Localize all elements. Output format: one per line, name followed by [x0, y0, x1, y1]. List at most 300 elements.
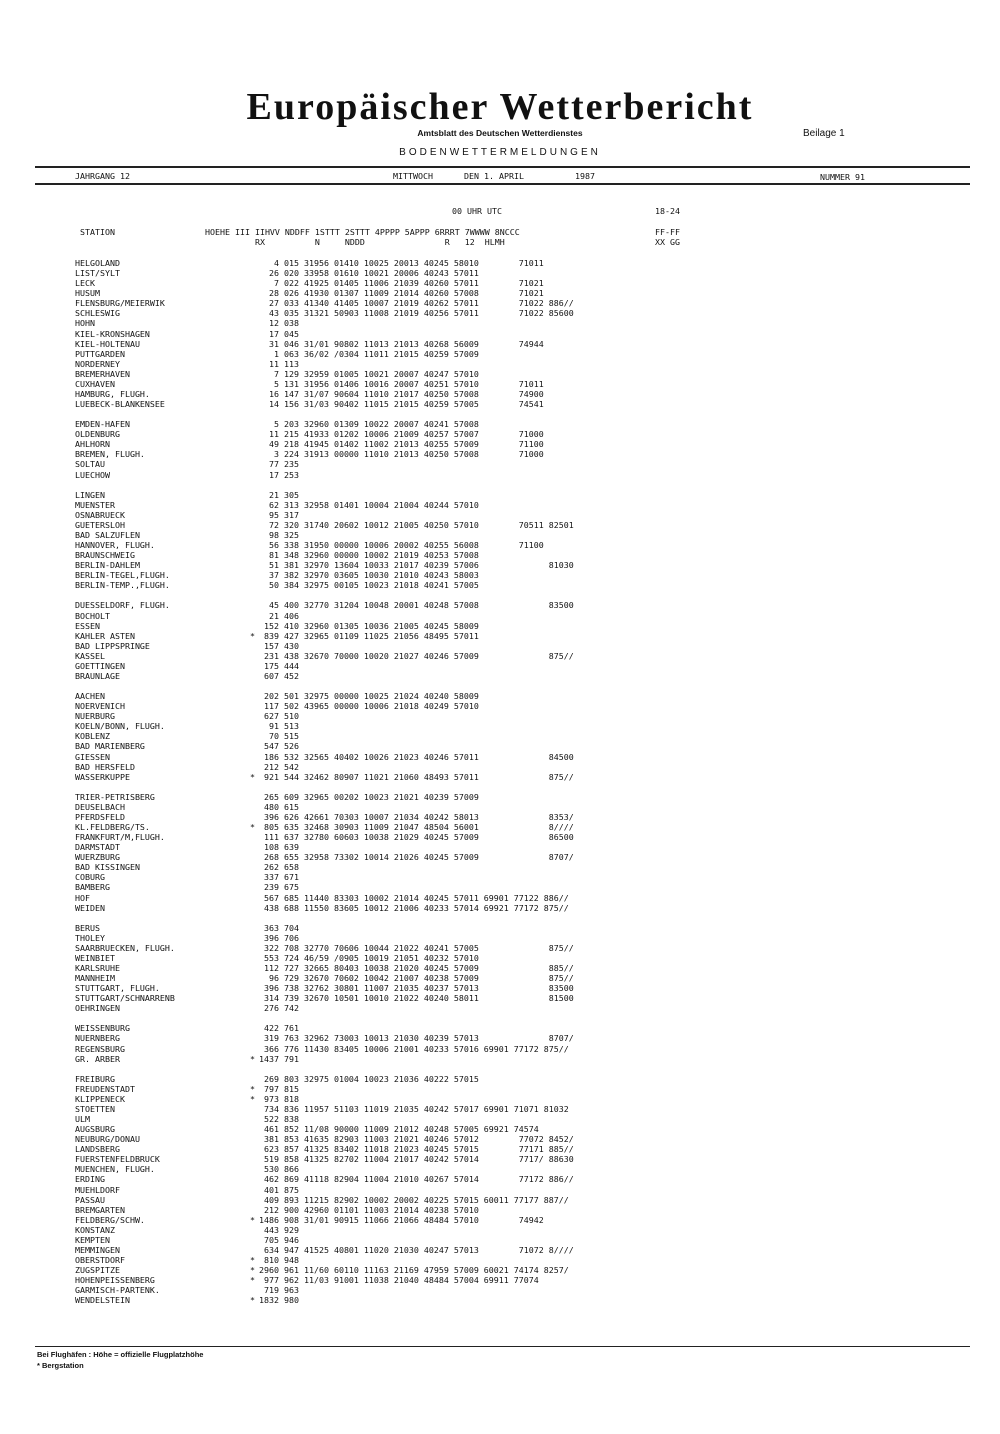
synop-code-groups: 836 11957 51103 11019 21035 40242 57017 69901 71071 81032 [284, 1103, 569, 1114]
station-name: BERLIN-DAHLEM [75, 560, 140, 571]
station-name: STOETTEN [75, 1103, 115, 1114]
station-height: 7 [274, 368, 279, 379]
synop-code-groups: 510 [284, 711, 299, 722]
mountain-station-marker: * [250, 1265, 255, 1276]
synop-code-groups: 526 [284, 741, 299, 752]
synop-code-groups: 313 32958 01401 10004 21004 40244 57010 [284, 499, 479, 510]
station-name: KOBLENZ [75, 731, 110, 742]
station-height: 1486 [259, 1214, 279, 1225]
station-name: ERDING [75, 1174, 105, 1185]
station-height: 381 [264, 1134, 279, 1145]
synop-code-groups: 815 [284, 1083, 299, 1094]
synop-code-groups: 704 [284, 922, 299, 933]
table-row [75, 419, 635, 429]
supplement-label: Beilage 1 [803, 128, 845, 139]
station-height: 37 [269, 570, 279, 581]
synop-code-groups: 708 32770 70606 10044 21022 40241 57005 875// [284, 942, 574, 953]
station-height: 51 [269, 560, 279, 571]
station-name: SCHLESWIG [75, 308, 120, 319]
table-row [75, 520, 635, 530]
station-height: 322 [264, 942, 279, 953]
table-row [75, 721, 635, 731]
synop-code-groups: 348 32960 00000 10002 21019 40253 57008 [284, 550, 479, 561]
station-name: OSNABRUECK [75, 509, 125, 520]
station-name: NOERVENICH [75, 701, 125, 712]
station-height: 268 [264, 852, 279, 863]
station-height: 31 [269, 338, 279, 349]
station-name: HOHN [75, 318, 95, 329]
table-row [75, 449, 635, 459]
station-name: KIEL-HOLTENAU [75, 338, 140, 349]
synop-code-groups: 742 [284, 1003, 299, 1014]
synop-code-groups: 929 [284, 1224, 299, 1235]
station-height: 11 [269, 429, 279, 440]
station-name: HELGOLAND [75, 258, 120, 268]
station-height: 977 [264, 1275, 279, 1286]
station-name: STUTTGART/SCHNARRENB [75, 993, 175, 1004]
station-name: GUETERSLOH [75, 519, 125, 530]
section-title: BODENWETTERMELDUNGEN [399, 147, 601, 158]
synop-code-groups: 147 31/07 90604 11010 21017 40250 57008 74900 [284, 389, 544, 400]
table-row [75, 470, 635, 480]
station-name: HOHENPEISSENBERG [75, 1275, 155, 1286]
station-height: 28 [269, 288, 279, 299]
station-name: NUERNBERG [75, 1033, 120, 1044]
station-name: KL.FELDBERG/TS. [75, 821, 150, 832]
synop-code-groups: 866 [284, 1164, 299, 1175]
station-height: 443 [264, 1224, 279, 1235]
synop-code-groups: 131 31956 01406 10016 20007 40251 57010 71011 [284, 378, 544, 389]
station-name: LUEBECK-BLANKENSEE [75, 399, 165, 410]
station-name: FLENSBURG/MEIERWIK [75, 298, 165, 309]
table-row [75, 1265, 635, 1275]
station-height: 1437 [259, 1053, 279, 1064]
station-height: 3 [274, 449, 279, 460]
station-name: LECK [75, 278, 95, 289]
station-name: BREMEN, FLUGH. [75, 449, 145, 460]
station-height: 11 [269, 358, 279, 369]
station-name: NEUBURG/DONAU [75, 1134, 140, 1145]
station-height: 186 [264, 751, 279, 762]
table-row [75, 772, 635, 782]
table-row [75, 711, 635, 721]
synop-code-groups: 947 41525 40801 11020 21030 40247 57013 71072 8//// [284, 1245, 574, 1256]
table-row [75, 872, 635, 882]
station-name: BOCHOLT [75, 610, 110, 621]
station-height: 567 [264, 892, 279, 903]
group-spacer [75, 409, 635, 419]
station-height: 805 [264, 821, 279, 832]
station-height: 98 [269, 529, 279, 540]
table-row [75, 570, 635, 580]
station-height: 366 [264, 1043, 279, 1054]
synop-code-groups: 961 11/60 60110 11163 21169 47959 57009 60021 74174 8257/ [284, 1265, 569, 1276]
station-height: 212 [264, 761, 279, 772]
table-row [75, 329, 635, 339]
year-label: 1987 [575, 171, 595, 181]
table-row [75, 439, 635, 449]
table-row [75, 701, 635, 711]
synop-code-groups: 724 46/59 /0905 10019 21051 40232 57010 [284, 952, 479, 963]
synop-code-groups: 962 11/03 91001 11038 21040 48484 57004 69911 77074 [284, 1275, 539, 1286]
station-height: 314 [264, 993, 279, 1004]
synop-code-groups: 738 32762 30801 11007 21035 40237 57013 83500 [284, 983, 574, 994]
right-columns-header: FF-FF [655, 227, 680, 237]
footnote-mountain-station: * Bergstation [37, 1361, 84, 1370]
station-height: 522 [264, 1114, 279, 1125]
station-name: GIESSEN [75, 751, 110, 762]
station-height: 276 [264, 1003, 279, 1014]
table-row [75, 1154, 635, 1164]
group-spacer [75, 590, 635, 600]
synop-code-groups: 875 [284, 1184, 299, 1195]
station-height: 461 [264, 1124, 279, 1135]
table-row [75, 1295, 635, 1305]
synop-code-groups: 063 36/02 /0304 11011 21015 40259 57009 [284, 348, 479, 359]
station-height: 810 [264, 1255, 279, 1266]
synop-code-groups: 502 43965 00000 10006 21018 40249 57010 [284, 701, 479, 712]
station-height: 5 [274, 378, 279, 389]
station-height: 530 [264, 1164, 279, 1175]
table-row [75, 369, 635, 379]
synop-code-groups: 671 [284, 872, 299, 883]
table-row [75, 641, 635, 651]
station-height: 797 [264, 1083, 279, 1094]
table-row [75, 1134, 635, 1144]
table-row [75, 399, 635, 409]
synop-code-groups: 218 41945 01402 11002 21013 40255 57009 71100 [284, 439, 544, 450]
synop-code-groups: 948 [284, 1255, 299, 1266]
station-name: MEMMINGEN [75, 1245, 120, 1256]
table-row [75, 983, 635, 993]
mountain-station-marker: * [250, 1275, 255, 1286]
synop-code-groups: 615 [284, 801, 299, 812]
mountain-station-marker: * [250, 1053, 255, 1064]
station-name: COBURG [75, 872, 105, 883]
station-name: MUEHLDORF [75, 1184, 120, 1195]
station-name: LANDSBERG [75, 1144, 120, 1155]
synop-code-groups: 857 41325 83402 11018 21023 40245 57015 77171 885// [284, 1144, 574, 1155]
station-height: 265 [264, 791, 279, 802]
station-name: BAMBERG [75, 882, 110, 893]
station-name: SAARBRUECKEN, FLUGH. [75, 942, 175, 953]
station-height: 553 [264, 952, 279, 963]
synop-code-groups: 026 41930 01307 11009 21014 40260 57008 71021 [284, 288, 544, 299]
station-height: 152 [264, 620, 279, 631]
page-title: Europäischer Wetterbericht [246, 86, 754, 128]
weekday-label: MITTWOCH [393, 171, 433, 181]
station-height: 269 [264, 1073, 279, 1084]
station-name: KOELN/BONN, FLUGH. [75, 721, 165, 732]
station-name: EMDEN-HAFEN [75, 419, 130, 430]
station-name: FUERSTENFELDBRUCK [75, 1154, 160, 1165]
station-height: 112 [264, 963, 279, 973]
table-row [75, 288, 635, 298]
station-name: DUESSELDORF, FLUGH. [75, 600, 170, 611]
station-height: 62 [269, 499, 279, 510]
station-name: BRAUNSCHWEIG [75, 550, 135, 561]
station-height: 1 [274, 348, 279, 359]
station-name: WENDELSTEIN [75, 1295, 130, 1306]
synop-code-groups: 658 [284, 862, 299, 873]
synop-code-groups: 515 [284, 731, 299, 742]
station-name: BERUS [75, 922, 100, 933]
station-name: BAD KISSINGEN [75, 862, 140, 873]
station-name: OBERSTDORF [75, 1255, 125, 1266]
station-name: OLDENBURG [75, 429, 120, 440]
synop-code-groups: 544 32462 80907 11021 21060 48493 57011 875// [284, 771, 574, 782]
table-row [75, 661, 635, 671]
synop-code-groups: 963 [284, 1285, 299, 1296]
station-height: 43 [269, 308, 279, 319]
synop-code-groups: 400 32770 31204 10048 20001 40248 57008 83500 [284, 600, 574, 611]
station-height: 396 [264, 983, 279, 994]
station-height: 705 [264, 1234, 279, 1245]
table-row [75, 1124, 635, 1134]
station-height: 627 [264, 711, 279, 722]
station-name: ESSEN [75, 620, 100, 631]
station-name: REGENSBURG [75, 1043, 125, 1054]
time-window: 18-24 [655, 206, 680, 216]
station-name: HOF [75, 892, 90, 903]
synop-code-groups: 685 11440 83303 10002 21014 40245 57011 69901 77122 886// [284, 892, 569, 903]
group-spacer [75, 681, 635, 691]
synop-code-groups: 893 11215 82902 10002 20002 40225 57015 60011 77177 887// [284, 1194, 569, 1205]
synop-code-groups: 305 [284, 489, 299, 500]
station-height: 607 [264, 670, 279, 681]
station-height: 921 [264, 771, 279, 782]
synop-code-groups: 980 [284, 1295, 299, 1306]
station-name: ZUGSPITZE [75, 1265, 120, 1276]
table-row [75, 943, 635, 953]
station-height: 70 [269, 731, 279, 742]
station-height: 2960 [259, 1265, 279, 1276]
mountain-station-marker: * [250, 821, 255, 832]
synop-code-groups: 626 42661 70303 10007 21034 40242 58013 8353/ [284, 811, 574, 822]
station-height: 49 [269, 439, 279, 450]
table-row [75, 1003, 635, 1013]
table-row [75, 822, 635, 832]
station-name: WEIDEN [75, 902, 105, 913]
station-height: 212 [264, 1204, 279, 1215]
synop-code-groups: 224 31913 00000 11010 21013 40250 57008 71000 [284, 449, 544, 460]
station-name: OEHRINGEN [75, 1003, 120, 1014]
group-spacer [75, 1064, 635, 1074]
station-height: 157 [264, 640, 279, 651]
synop-code-groups: 803 32975 01004 10023 21036 40222 57015 [284, 1073, 479, 1084]
station-height: 396 [264, 932, 279, 943]
table-row [75, 278, 635, 288]
table-row [75, 459, 635, 469]
synop-code-groups: 022 41925 01405 11006 21039 40260 57011 71021 [284, 278, 544, 289]
group-spacer [75, 480, 635, 490]
synop-code-groups: 869 41118 82904 11004 21010 40267 57014 77172 886// [284, 1174, 574, 1185]
station-height: 81 [269, 550, 279, 561]
table-row [75, 560, 635, 570]
table-row [75, 1275, 635, 1285]
station-name: ULM [75, 1114, 90, 1125]
synop-code-groups: 908 31/01 90915 11066 21066 48484 57010 74942 [284, 1214, 544, 1225]
station-height: 111 [264, 832, 279, 843]
synop-code-groups: 853 41635 82903 11003 21021 40246 57012 77072 8452/ [284, 1134, 574, 1145]
synop-code-groups: 900 42960 01101 11003 21014 40238 57010 [284, 1204, 479, 1215]
publisher-subtitle: Amtsblatt des Deutschen Wetterdienstes [417, 128, 583, 138]
station-name: GOETTINGEN [75, 660, 125, 671]
station-name: DARMSTADT [75, 842, 120, 853]
group-spacer [75, 1013, 635, 1023]
synop-code-groups: 729 32670 70602 10042 21007 40238 57009 875// [284, 973, 574, 984]
station-height: 17 [269, 328, 279, 339]
table-row [75, 1144, 635, 1154]
synop-code-groups: 382 32970 03605 10030 21010 40243 58003 [284, 570, 479, 581]
station-name: GARMISCH-PARTENK. [75, 1285, 160, 1296]
station-name: KEMPTEN [75, 1234, 110, 1245]
table-row [75, 802, 635, 812]
station-height: 239 [264, 882, 279, 893]
station-name: HANNOVER, FLUGH. [75, 540, 155, 551]
right-columns-subheader: XX GG [655, 237, 680, 247]
issue-number-label: NUMMER 91 [820, 172, 865, 182]
table-row [75, 741, 635, 751]
table-row [75, 1044, 635, 1054]
station-name: WASSERKUPPE [75, 771, 130, 782]
table-row [75, 530, 635, 540]
station-height: 337 [264, 872, 279, 883]
table-row [75, 308, 635, 318]
observation-time: 00 UHR UTC [452, 206, 502, 216]
mountain-station-marker: * [250, 771, 255, 782]
mountain-station-marker: * [250, 1214, 255, 1225]
table-row [75, 1285, 635, 1295]
table-row [75, 993, 635, 1003]
station-name: CUXHAVEN [75, 378, 115, 389]
station-height: 623 [264, 1144, 279, 1155]
table-row [75, 1205, 635, 1215]
table-row [75, 882, 635, 892]
station-name: KIEL-KRONSHAGEN [75, 328, 150, 339]
header-rule-bottom [35, 183, 970, 185]
table-row [75, 389, 635, 399]
station-name: LUECHOW [75, 469, 110, 480]
table-row [75, 903, 635, 913]
station-height: 1832 [259, 1295, 279, 1306]
jahrgang-label: JAHRGANG 12 [75, 171, 130, 181]
station-height: 462 [264, 1174, 279, 1185]
station-height: 438 [264, 902, 279, 913]
station-name: FELDBERG/SCHW. [75, 1214, 145, 1225]
table-row [75, 852, 635, 862]
synop-code-groups: 858 41325 82702 11004 21017 40242 57014 7717/ 88630 [284, 1154, 574, 1165]
synop-code-groups: 338 31950 00000 10006 20002 40255 56008 71100 [284, 540, 544, 551]
station-height: 17 [269, 469, 279, 480]
station-name: KARLSRUHE [75, 963, 120, 973]
synop-code-groups: 020 33958 01610 10021 20006 40243 57011 [284, 268, 479, 279]
table-row [75, 510, 635, 520]
table-row [75, 963, 635, 973]
table-row [75, 862, 635, 872]
station-name: GR. ARBER [75, 1053, 120, 1064]
station-height: 547 [264, 741, 279, 752]
synop-code-groups: 438 32670 70000 10020 21027 40246 57009 875// [284, 650, 574, 661]
station-height: 108 [264, 842, 279, 853]
synop-code-groups: 542 [284, 761, 299, 772]
station-height: 96 [269, 973, 279, 984]
station-name: WEISSENBURG [75, 1023, 130, 1034]
table-row [75, 540, 635, 550]
station-name: SOLTAU [75, 459, 105, 470]
station-name: PFERDSFELD [75, 811, 125, 822]
synop-code-groups: 406 [284, 610, 299, 621]
station-height: 72 [269, 519, 279, 530]
station-height: 12 [269, 318, 279, 329]
code-columns-subheader: RX N NDDD R 12 HLMH [205, 237, 505, 247]
table-row [75, 379, 635, 389]
station-height: 401 [264, 1184, 279, 1195]
table-row [75, 621, 635, 631]
synop-code-groups: 045 [284, 328, 299, 339]
synop-code-groups: 791 [284, 1053, 299, 1064]
synop-code-groups: 317 [284, 509, 299, 520]
table-row [75, 933, 635, 943]
table-row [75, 600, 635, 610]
station-height: 21 [269, 610, 279, 621]
station-height: 319 [264, 1033, 279, 1044]
table-row [75, 268, 635, 278]
table-row [75, 611, 635, 621]
station-table [75, 258, 635, 1306]
station-name: WEINBIET [75, 952, 115, 963]
table-row [75, 953, 635, 963]
header-rule-top [35, 166, 970, 168]
group-spacer [75, 913, 635, 923]
station-height: 202 [264, 691, 279, 702]
station-name: TRIER-PETRISBERG [75, 791, 155, 802]
synop-code-groups: 046 31/01 90802 11013 21013 40268 56009 74944 [284, 338, 544, 349]
station-height: 634 [264, 1245, 279, 1256]
synop-code-groups: 015 31956 01410 10025 20013 40245 58010 71011 [284, 258, 544, 268]
synop-code-groups: 513 [284, 721, 299, 732]
mountain-station-marker: * [250, 630, 255, 641]
table-row [75, 1054, 635, 1064]
mountain-station-marker: * [250, 1083, 255, 1094]
station-name: MUENCHEN, FLUGH. [75, 1164, 155, 1175]
table-row [75, 580, 635, 590]
table-row [75, 1074, 635, 1084]
station-name: KONSTANZ [75, 1224, 115, 1235]
synop-code-groups: 253 [284, 469, 299, 480]
synop-code-groups: 235 [284, 459, 299, 470]
table-row [75, 318, 635, 328]
synop-code-groups: 609 32965 00202 10023 21021 40239 57009 [284, 791, 479, 802]
station-name: KASSEL [75, 650, 105, 661]
table-row [75, 752, 635, 762]
station-height: 95 [269, 509, 279, 520]
station-name: NORDERNEY [75, 358, 120, 369]
code-columns-header: HOEHE III IIHVV NDDFF 1STTT 2STTT 4PPPP 5APPP 6RRRT 7WWWW 8NCCC [205, 227, 520, 237]
footnote-airports: Bei Flughäfen : Höhe = offizielle Flugplatzhöhe [37, 1350, 204, 1359]
table-row [75, 731, 635, 741]
station-height: 91 [269, 721, 279, 732]
synop-code-groups: 763 32962 73003 10013 21030 40239 57013 8707/ [284, 1033, 574, 1044]
station-name: DEUSELBACH [75, 801, 125, 812]
synop-code-groups: 427 32965 01109 11025 21056 48495 57011 [284, 630, 479, 641]
station-name: FRANKFURT/M,FLUGH. [75, 832, 165, 843]
table-row [75, 651, 635, 661]
synop-code-groups: 637 32780 60603 10038 21029 40245 57009 86500 [284, 832, 574, 843]
table-row [75, 1164, 635, 1174]
station-name: BERLIN-TEMP.,FLUGH. [75, 580, 170, 591]
station-height: 26 [269, 268, 279, 279]
